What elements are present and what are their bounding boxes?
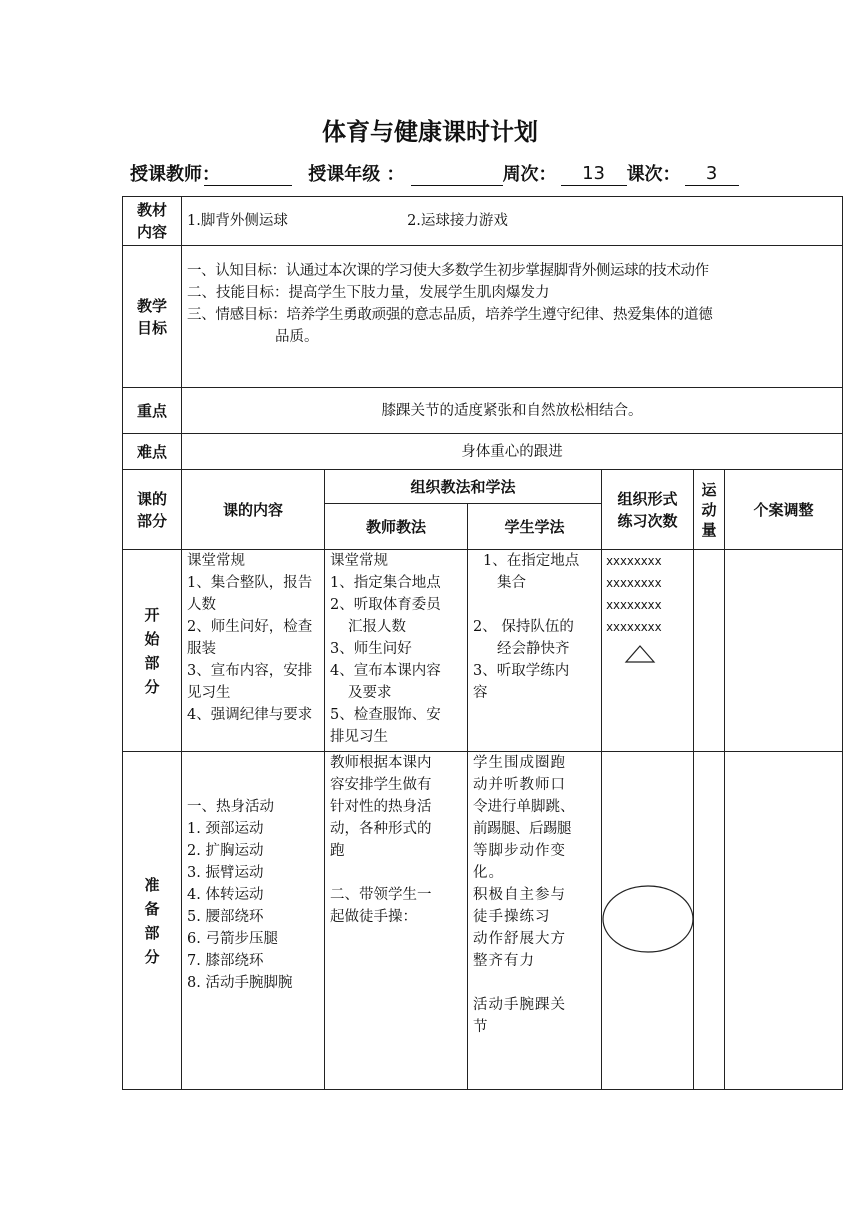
prep-section-row bbox=[123, 752, 843, 1090]
prep-load bbox=[694, 752, 725, 1090]
key-point-text: 膝踝关节的适度紧张和自然放松相结合。 bbox=[182, 388, 843, 434]
start-content: 课堂常规 1、集合整队，报告人数 2、师生问好，检查服装 3、宣布内容，安排见习生 4、强调纪律与要求 bbox=[182, 550, 325, 752]
prep-student-method: 学生围成圈跑 动并听教师口 令进行单脚跳、 前踢腿、后踢腿 等脚步动作变 化。 积极自主参与 徒手操练习 动作舒展大方 整齐有力 活动手腕踝关 节 bbox=[468, 752, 602, 1090]
col-content-header: 课的内容 bbox=[182, 470, 325, 550]
start-adjust bbox=[725, 550, 843, 752]
objectives-content: 一、认知目标：认通过本次课的学习使大多数学生初步掌握脚背外侧运球的技术动作 二、技能目标：提高学生下肢力量，发展学生肌肉爆发力 三、情感目标：培养学生勇敢顽强的意志品质，培养学生遵守纪律、热爱集体的道德 品质。 bbox=[182, 246, 843, 388]
start-formation: xxxxxxxx xxxxxxxx xxxxxxxx xxxxxxxx bbox=[602, 550, 694, 752]
lesson-label: 课次： bbox=[626, 164, 681, 185]
difficulty-label: 难点 bbox=[123, 434, 182, 470]
prep-section-label: 准 备 部 分 bbox=[123, 752, 182, 1090]
week-label: 周次： bbox=[502, 164, 557, 185]
lesson-field[interactable]: 3 bbox=[685, 163, 739, 186]
material-item-1: 1.脚背外侧运球 bbox=[187, 213, 288, 229]
prep-teacher-method: 教师根据本课内 容安排学生做有 针对性的热身活 动，各种形式的 跑 二、带领学生一 起做徒手操： bbox=[325, 752, 468, 1090]
circle-formation-icon bbox=[602, 883, 694, 959]
prep-content: 一、热身活动 1. 颈部运动 2. 扩胸运动 3. 振臂运动 4. 体转运动 5. 腰部绕环 6. 弓箭步压腿 7. 膝部绕环 8. 活动手腕脚腕 bbox=[182, 752, 325, 1090]
col-method-group-header: 组织教法和学法 bbox=[325, 470, 602, 504]
prep-formation bbox=[602, 752, 694, 1090]
material-content bbox=[182, 197, 843, 246]
col-student-method-header: 学生学法 bbox=[468, 504, 602, 550]
week-field[interactable]: 13 bbox=[561, 163, 627, 186]
col-teacher-method-header: 教师教法 bbox=[325, 504, 468, 550]
start-teacher-method: 课堂常规 1、指定集合地点 2、听取体育委员 汇报人数 3、师生问好 4、宣布本课内容 及要求 5、检查服饰、安 排见习生 bbox=[325, 550, 468, 752]
teacher-field[interactable] bbox=[204, 163, 292, 186]
start-load bbox=[694, 550, 725, 752]
prep-adjust bbox=[725, 752, 843, 1090]
difficulty-text: 身体重心的跟进 bbox=[182, 434, 843, 470]
lesson-plan-table bbox=[122, 196, 843, 1090]
grade-field[interactable] bbox=[411, 163, 503, 186]
header-line bbox=[130, 160, 739, 186]
grade-label: 授课年级 ： bbox=[308, 164, 405, 185]
objectives-label: 教学 目标 bbox=[123, 246, 182, 388]
start-student-method: 1、在指定地点 集合 2、 保持队伍的 经会静快齐 3、听取学练内 容 bbox=[468, 550, 602, 752]
material-label: 教材 内容 bbox=[123, 197, 182, 246]
col-load-header: 运 动 量 bbox=[694, 470, 725, 550]
page-title: 体育与健康课时计划 bbox=[322, 118, 538, 146]
col-organization-header: 组织形式 练习次数 bbox=[602, 470, 694, 550]
teacher-triangle-icon bbox=[606, 642, 686, 668]
teacher-label: 授课教师： bbox=[130, 164, 220, 185]
col-adjust-header: 个案调整 bbox=[725, 470, 843, 550]
material-item-2: 2.运球接力游戏 bbox=[407, 213, 508, 229]
start-section-label: 开 始 部 分 bbox=[123, 550, 182, 752]
col-part-header: 课的 部分 bbox=[123, 470, 182, 550]
key-point-label: 重点 bbox=[123, 388, 182, 434]
start-section-row bbox=[123, 550, 843, 752]
